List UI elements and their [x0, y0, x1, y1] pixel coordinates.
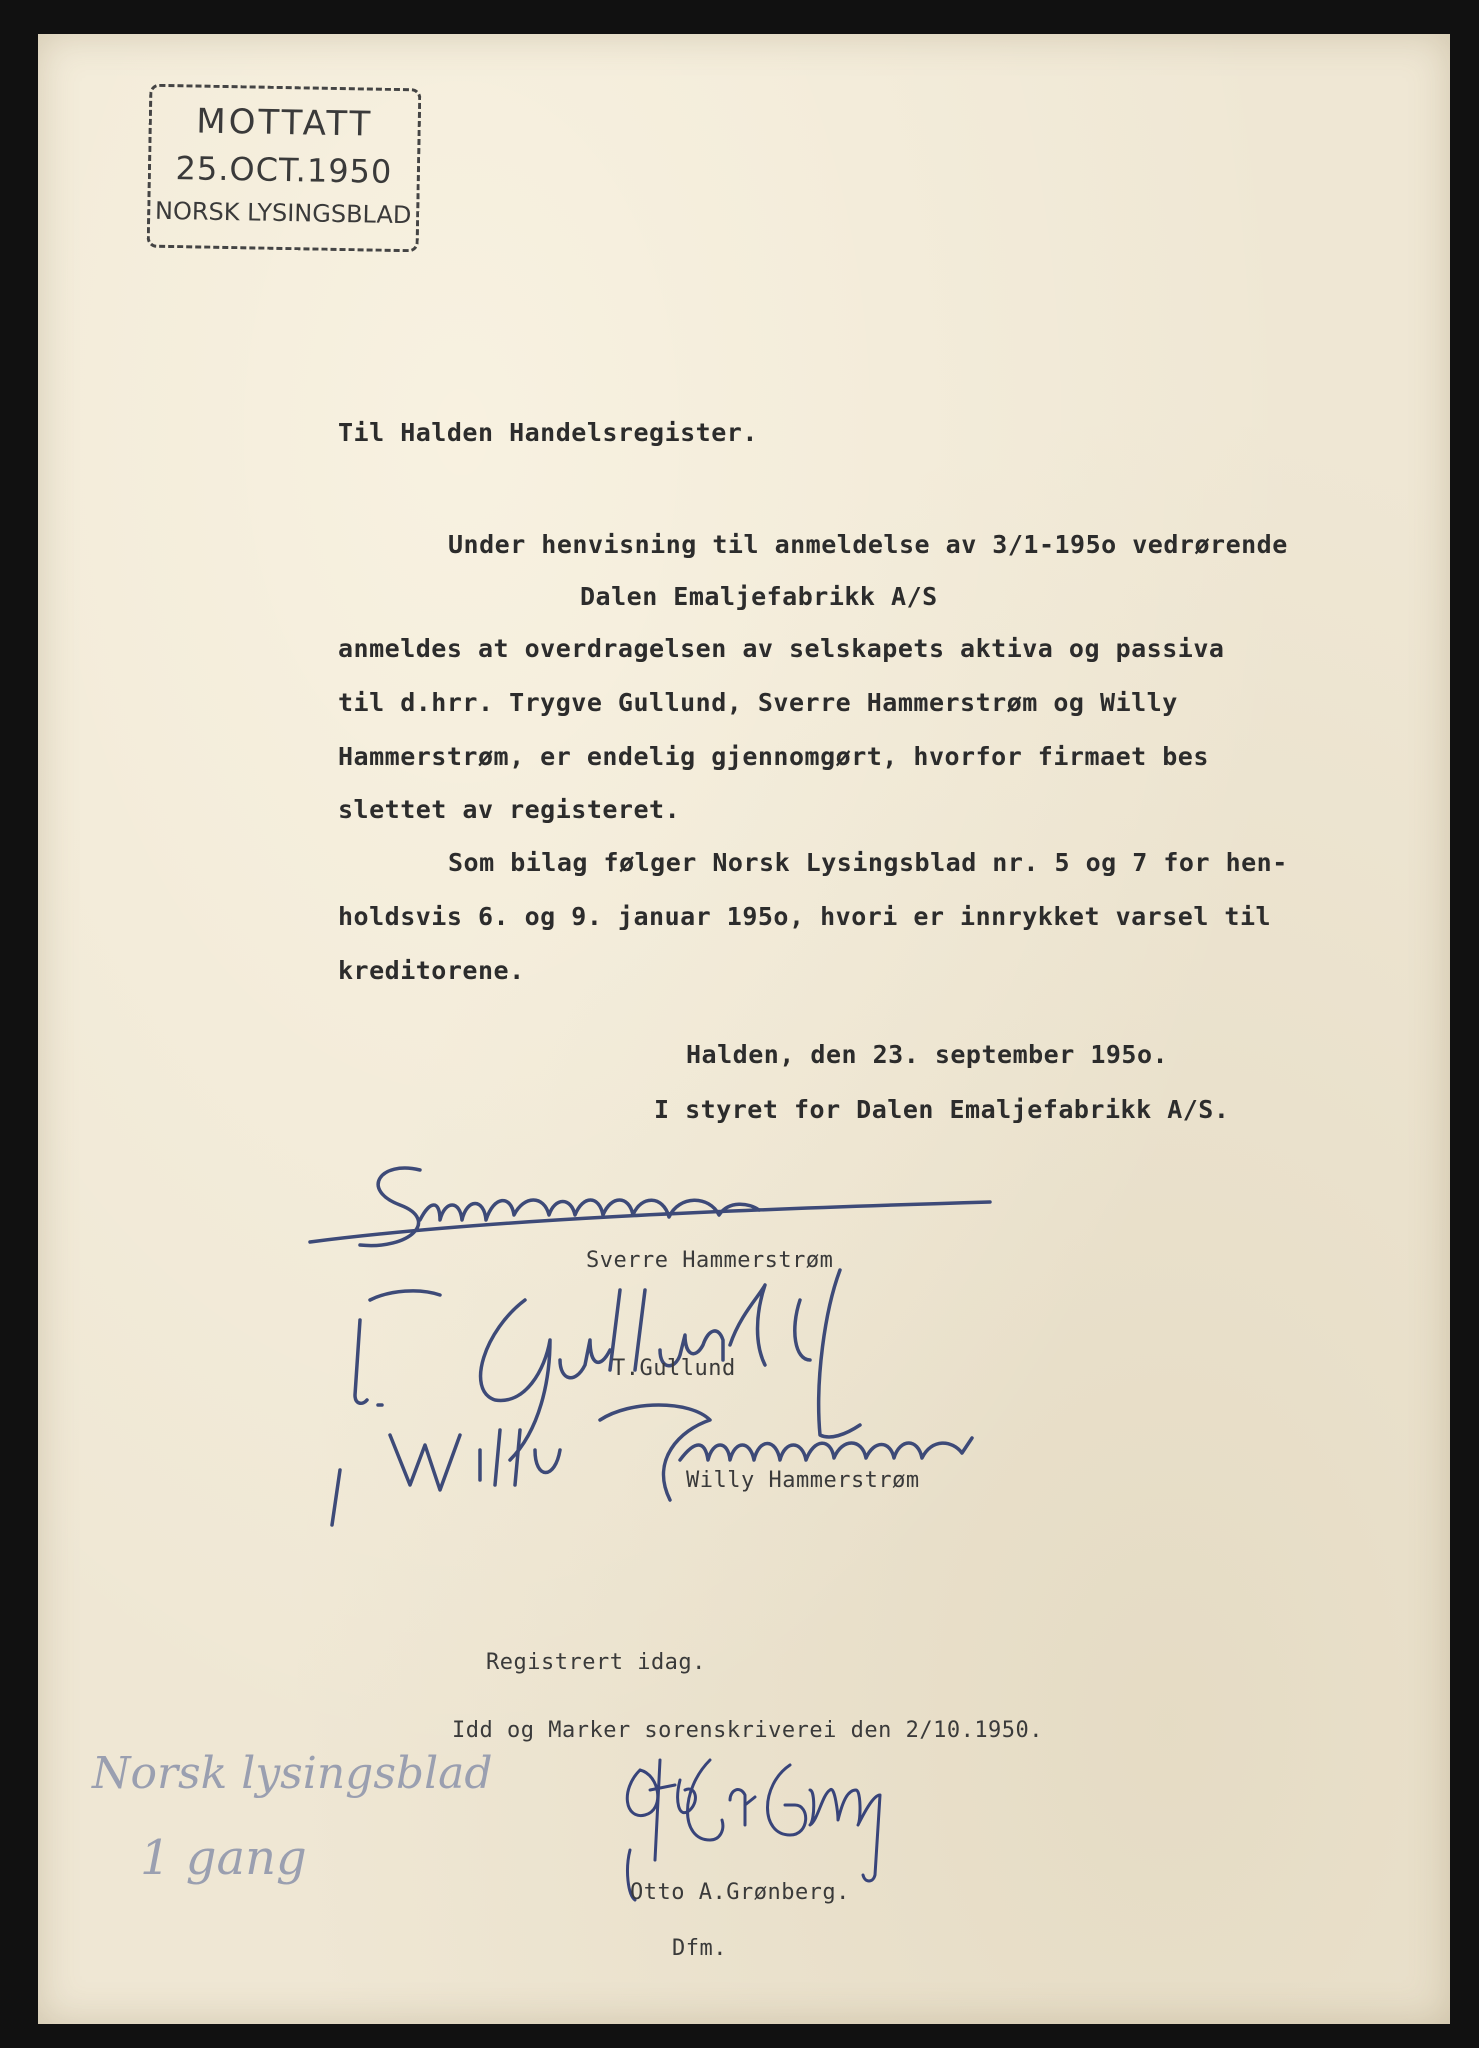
body-line-8: holdsvis 6. og 9. januar 195o, hvori er innrykket varsel til	[338, 902, 1272, 931]
body-line-3: anmeldes at overdragelsen av selskapets aktiva og passiva	[338, 634, 1225, 663]
body-line-7: Som bilag følger Norsk Lysingsblad nr. 5 og 7 for hen-	[448, 848, 1288, 877]
official-title: Dfm.	[672, 1936, 727, 1961]
signatory-name-2: T.Gullund	[612, 1356, 736, 1381]
pencil-note-line-1: Norsk lysingsblad	[92, 1748, 493, 1799]
body-line-6: slettet av registeret.	[338, 795, 681, 824]
pencil-note-line-2: 1 gang	[140, 1830, 307, 1886]
stamp-organization: NORSK LYSINGSBLAD	[154, 196, 412, 230]
body-line-1: Under henvisning til anmeldelse av 3/1-195o vedrørende	[448, 530, 1288, 559]
place-date: Halden, den 23. september 195o.	[686, 1040, 1169, 1069]
stamp-date: 25.OCT.1950	[175, 149, 393, 191]
body-line-4: til d.hrr. Trygve Gullund, Sverre Hammerstrøm og Willy	[338, 688, 1178, 717]
body-line-5: Hammerstrøm, er endelig gjennomgørt, hvorfor firmaet bes	[338, 742, 1209, 771]
addressee: Til Halden Handelsregister.	[338, 418, 758, 447]
official-name: Otto A.Grønberg.	[630, 1880, 850, 1905]
signatory-name-3: Willy Hammerstrøm	[686, 1468, 920, 1493]
board-line: I styret for Dalen Emaljefabrikk A/S.	[654, 1095, 1230, 1124]
signatory-name-1: Sverre Hammerstrøm	[586, 1248, 834, 1273]
registration-line-2: Idd og Marker sorenskriverei den 2/10.1950.	[452, 1718, 1044, 1743]
body-line-9: kreditorene.	[338, 956, 525, 985]
company-name: Dalen Emaljefabrikk A/S	[580, 582, 938, 611]
registration-line-1: Registrert idag.	[486, 1650, 706, 1675]
received-stamp	[147, 84, 422, 253]
stamp-received-label: MOTTATT	[195, 101, 374, 145]
